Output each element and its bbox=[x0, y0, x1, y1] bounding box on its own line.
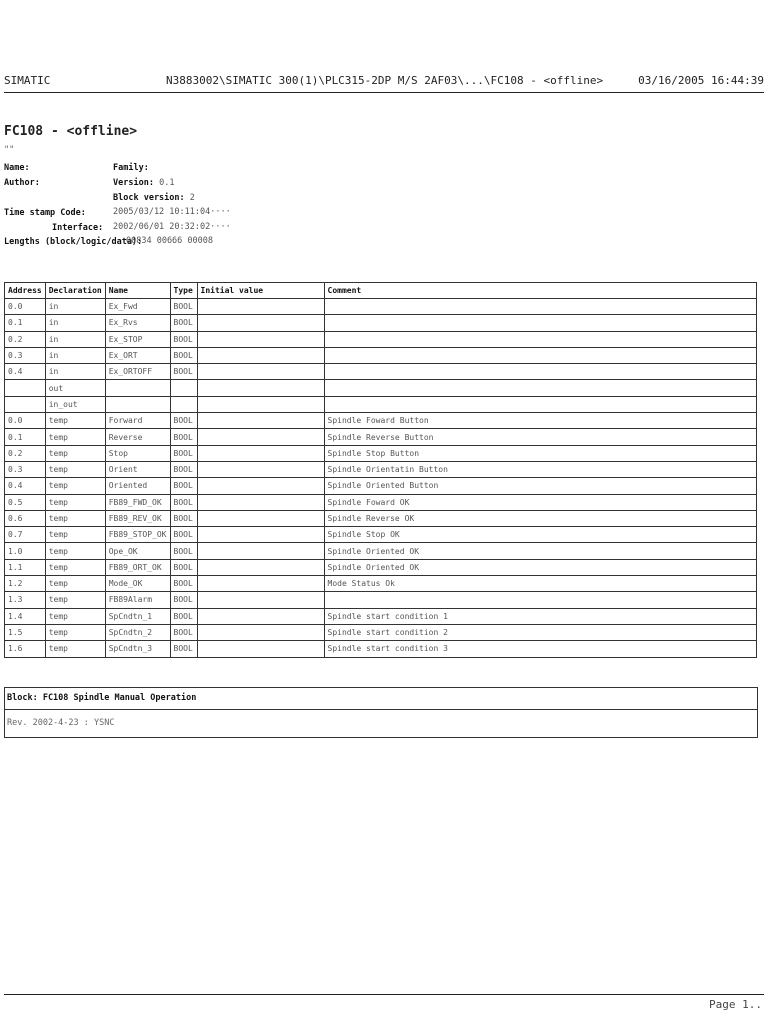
page-title: FC108 - <offline> bbox=[4, 124, 138, 139]
header-rule bbox=[4, 92, 764, 93]
declaration-cell: temp bbox=[45, 461, 105, 477]
initial-value-cell bbox=[197, 347, 324, 363]
name-cell: Stop bbox=[105, 445, 170, 461]
initial-value-cell bbox=[197, 461, 324, 477]
table-row bbox=[5, 445, 757, 461]
name-cell: FB89_STOP_OK bbox=[105, 527, 170, 543]
version-label: Version: bbox=[113, 178, 154, 188]
type-cell: BOOL bbox=[170, 429, 197, 445]
table-row bbox=[5, 413, 757, 429]
initial-value-cell bbox=[197, 413, 324, 429]
name-cell: Ex_STOP bbox=[105, 331, 170, 347]
type-cell: BOOL bbox=[170, 461, 197, 477]
declaration-cell: in_out bbox=[45, 396, 105, 412]
column-header: Initial value bbox=[197, 283, 324, 299]
table-row bbox=[5, 624, 757, 640]
table-row bbox=[5, 461, 757, 477]
initial-value-cell bbox=[197, 559, 324, 575]
name-cell: SpCndtn_1 bbox=[105, 608, 170, 624]
name-cell: Oriented bbox=[105, 478, 170, 494]
name-label: Name: bbox=[4, 163, 30, 173]
declaration-cell: in bbox=[45, 299, 105, 315]
name-cell: FB89Alarm bbox=[105, 592, 170, 608]
name-cell: Mode_OK bbox=[105, 576, 170, 592]
type-cell: BOOL bbox=[170, 364, 197, 380]
page-number: Page 1.. bbox=[709, 998, 762, 1011]
table-row bbox=[5, 608, 757, 624]
column-header: Declaration bbox=[45, 283, 105, 299]
table-row bbox=[5, 380, 757, 396]
comment-cell bbox=[324, 315, 757, 331]
type-cell: BOOL bbox=[170, 641, 197, 657]
address-cell bbox=[5, 396, 46, 412]
comment-cell: Spindle Oriented Button bbox=[324, 478, 757, 494]
version-value: 0.1 bbox=[159, 178, 175, 188]
initial-value-cell bbox=[197, 608, 324, 624]
address-cell: 1.2 bbox=[5, 576, 46, 592]
lengths-value: 00834 00666 00008 bbox=[126, 236, 213, 246]
declaration-cell: temp bbox=[45, 429, 105, 445]
type-cell: BOOL bbox=[170, 624, 197, 640]
address-cell: 0.0 bbox=[5, 299, 46, 315]
initial-value-cell bbox=[197, 445, 324, 461]
type-cell: BOOL bbox=[170, 527, 197, 543]
table-row bbox=[5, 315, 757, 331]
name-cell: FB89_REV_OK bbox=[105, 510, 170, 526]
declaration-cell: in bbox=[45, 315, 105, 331]
type-cell: BOOL bbox=[170, 592, 197, 608]
declaration-cell: temp bbox=[45, 559, 105, 575]
type-cell: BOOL bbox=[170, 576, 197, 592]
comment-cell: Spindle Orientatin Button bbox=[324, 461, 757, 477]
declaration-cell: temp bbox=[45, 527, 105, 543]
table-row bbox=[5, 396, 757, 412]
table-row bbox=[5, 478, 757, 494]
comment-cell: Spindle Stop Button bbox=[324, 445, 757, 461]
interface-value: 2002/06/01 20:32:02···· bbox=[113, 222, 231, 232]
block-revision: Rev. 2002-4-23 : YSNC bbox=[7, 718, 115, 728]
address-cell: 0.1 bbox=[5, 429, 46, 445]
comment-cell bbox=[324, 380, 757, 396]
type-cell: BOOL bbox=[170, 478, 197, 494]
comment-cell: Spindle Reverse OK bbox=[324, 510, 757, 526]
type-cell bbox=[170, 396, 197, 412]
version-line bbox=[113, 178, 174, 188]
comment-cell: Spindle Foward Button bbox=[324, 413, 757, 429]
address-cell: 1.0 bbox=[5, 543, 46, 559]
table-row bbox=[5, 364, 757, 380]
declaration-cell: temp bbox=[45, 510, 105, 526]
name-cell: Ex_ORT bbox=[105, 347, 170, 363]
name-cell: Ex_Fwd bbox=[105, 299, 170, 315]
comment-cell: Spindle start condition 1 bbox=[324, 608, 757, 624]
comment-cell: Spindle Reverse Button bbox=[324, 429, 757, 445]
header-timestamp: 03/16/2005 16:44:39 bbox=[638, 74, 764, 87]
initial-value-cell bbox=[197, 478, 324, 494]
table-row bbox=[5, 347, 757, 363]
declaration-cell: temp bbox=[45, 494, 105, 510]
address-cell bbox=[5, 380, 46, 396]
declaration-cell: temp bbox=[45, 576, 105, 592]
address-cell: 1.3 bbox=[5, 592, 46, 608]
type-cell: BOOL bbox=[170, 559, 197, 575]
name-cell: Orient bbox=[105, 461, 170, 477]
comment-cell: Spindle Oriented OK bbox=[324, 543, 757, 559]
column-header: Address bbox=[5, 283, 46, 299]
type-cell: BOOL bbox=[170, 413, 197, 429]
initial-value-cell bbox=[197, 315, 324, 331]
initial-value-cell bbox=[197, 299, 324, 315]
timestamp-label: Time stamp Code: bbox=[4, 208, 86, 218]
initial-value-cell bbox=[197, 380, 324, 396]
type-cell: BOOL bbox=[170, 331, 197, 347]
address-cell: 1.6 bbox=[5, 641, 46, 657]
initial-value-cell bbox=[197, 429, 324, 445]
address-cell: 1.5 bbox=[5, 624, 46, 640]
comment-cell bbox=[324, 364, 757, 380]
declaration-cell: temp bbox=[45, 478, 105, 494]
type-cell bbox=[170, 380, 197, 396]
declaration-cell: in bbox=[45, 364, 105, 380]
type-cell: BOOL bbox=[170, 445, 197, 461]
comment-cell bbox=[324, 592, 757, 608]
table-row bbox=[5, 299, 757, 315]
initial-value-cell bbox=[197, 543, 324, 559]
comment-cell bbox=[324, 331, 757, 347]
table-row bbox=[5, 641, 757, 657]
block-description bbox=[4, 687, 758, 738]
declaration-cell: in bbox=[45, 347, 105, 363]
initial-value-cell bbox=[197, 576, 324, 592]
table-row bbox=[5, 559, 757, 575]
name-cell: Reverse bbox=[105, 429, 170, 445]
block-title: Block: FC108 Spindle Manual Operation bbox=[5, 688, 757, 710]
name-cell: FB89_FWD_OK bbox=[105, 494, 170, 510]
table-row bbox=[5, 592, 757, 608]
comment-cell: Spindle Foward OK bbox=[324, 494, 757, 510]
address-cell: 0.7 bbox=[5, 527, 46, 543]
block-version-line bbox=[113, 193, 195, 203]
comment-cell: Spindle Stop OK bbox=[324, 527, 757, 543]
comment-cell bbox=[324, 299, 757, 315]
address-cell: 1.4 bbox=[5, 608, 46, 624]
name-cell: SpCndtn_2 bbox=[105, 624, 170, 640]
initial-value-cell bbox=[197, 592, 324, 608]
name-cell: Forward bbox=[105, 413, 170, 429]
address-cell: 0.2 bbox=[5, 331, 46, 347]
table-row bbox=[5, 331, 757, 347]
type-cell: BOOL bbox=[170, 543, 197, 559]
declaration-cell: temp bbox=[45, 624, 105, 640]
table-row bbox=[5, 494, 757, 510]
interface-label: Interface: bbox=[52, 223, 104, 233]
declaration-cell: temp bbox=[45, 608, 105, 624]
address-cell: 0.0 bbox=[5, 413, 46, 429]
initial-value-cell bbox=[197, 527, 324, 543]
name-cell: FB89_ORT_OK bbox=[105, 559, 170, 575]
header-path: N3883002\SIMATIC 300(1)\PLC315-2DP M/S 2AF03\...\FC108 - <offline> bbox=[166, 74, 604, 87]
declaration-cell: temp bbox=[45, 445, 105, 461]
comment-cell: Spindle start condition 3 bbox=[324, 641, 757, 657]
address-cell: 0.4 bbox=[5, 364, 46, 380]
quote-text: "" bbox=[4, 145, 15, 155]
column-header: Name bbox=[105, 283, 170, 299]
table-row bbox=[5, 576, 757, 592]
header-app-name: SIMATIC bbox=[4, 74, 51, 87]
name-cell: Ex_Rvs bbox=[105, 315, 170, 331]
address-cell: 0.3 bbox=[5, 461, 46, 477]
name-cell: Ex_ORTOFF bbox=[105, 364, 170, 380]
address-cell: 0.6 bbox=[5, 510, 46, 526]
timestamp-value: 2005/03/12 10:11:04···· bbox=[113, 207, 231, 217]
declaration-cell: temp bbox=[45, 641, 105, 657]
initial-value-cell bbox=[197, 364, 324, 380]
type-cell: BOOL bbox=[170, 510, 197, 526]
address-cell: 0.2 bbox=[5, 445, 46, 461]
type-cell: BOOL bbox=[170, 494, 197, 510]
declaration-cell: out bbox=[45, 380, 105, 396]
address-cell: 0.1 bbox=[5, 315, 46, 331]
column-header: Comment bbox=[324, 283, 757, 299]
comment-cell: Spindle Oriented OK bbox=[324, 559, 757, 575]
table-row bbox=[5, 510, 757, 526]
type-cell: BOOL bbox=[170, 347, 197, 363]
comment-cell: Mode Status Ok bbox=[324, 576, 757, 592]
initial-value-cell bbox=[197, 510, 324, 526]
type-cell: BOOL bbox=[170, 299, 197, 315]
block-version-label: Block version: bbox=[113, 193, 185, 203]
name-cell: Ope_OK bbox=[105, 543, 170, 559]
author-label: Author: bbox=[4, 178, 40, 188]
comment-cell: Spindle start condition 2 bbox=[324, 624, 757, 640]
declaration-cell: temp bbox=[45, 592, 105, 608]
table-header-row bbox=[5, 283, 757, 299]
address-cell: 0.3 bbox=[5, 347, 46, 363]
declaration-cell: in bbox=[45, 331, 105, 347]
initial-value-cell bbox=[197, 494, 324, 510]
variable-table bbox=[4, 282, 757, 658]
address-cell: 0.5 bbox=[5, 494, 46, 510]
table-row bbox=[5, 429, 757, 445]
initial-value-cell bbox=[197, 624, 324, 640]
name-cell: SpCndtn_3 bbox=[105, 641, 170, 657]
address-cell: 1.1 bbox=[5, 559, 46, 575]
comment-cell bbox=[324, 396, 757, 412]
footer-rule bbox=[4, 994, 764, 995]
column-header: Type bbox=[170, 283, 197, 299]
declaration-cell: temp bbox=[45, 543, 105, 559]
lengths-label: Lengths (block/logic/data): bbox=[4, 237, 143, 247]
type-cell: BOOL bbox=[170, 608, 197, 624]
family-label: Family: bbox=[113, 163, 149, 173]
name-cell bbox=[105, 396, 170, 412]
block-version-value: 2 bbox=[189, 193, 195, 203]
table-row bbox=[5, 527, 757, 543]
comment-cell bbox=[324, 347, 757, 363]
type-cell: BOOL bbox=[170, 315, 197, 331]
address-cell: 0.4 bbox=[5, 478, 46, 494]
name-cell bbox=[105, 380, 170, 396]
declaration-cell: temp bbox=[45, 413, 105, 429]
initial-value-cell bbox=[197, 396, 324, 412]
initial-value-cell bbox=[197, 331, 324, 347]
table-row bbox=[5, 543, 757, 559]
initial-value-cell bbox=[197, 641, 324, 657]
